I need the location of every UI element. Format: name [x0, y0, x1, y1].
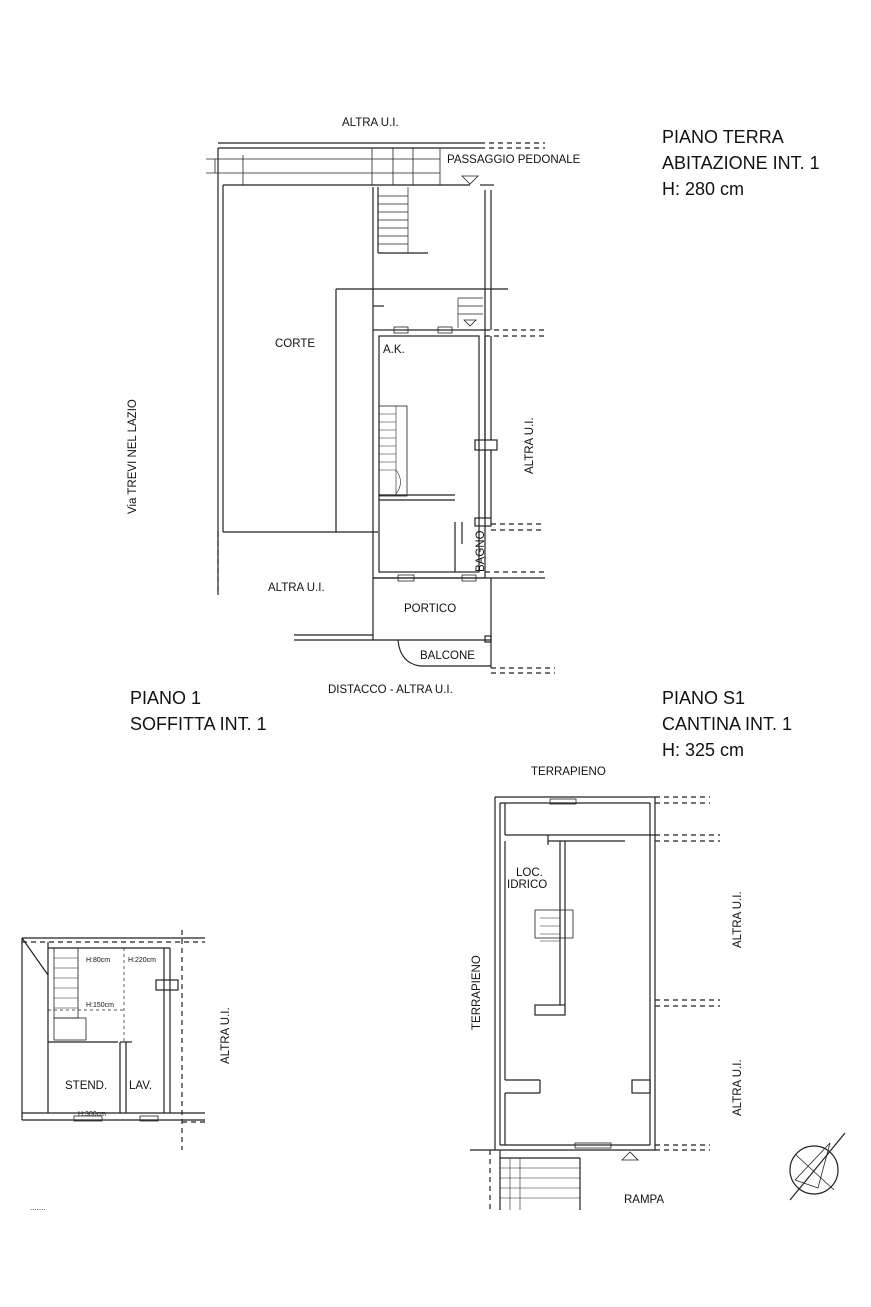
basement-east-label-1: ALTRA U.I.: [732, 891, 744, 948]
ak-label: A.K.: [383, 344, 405, 356]
ground-southwest-label: ALTRA U.I.: [268, 582, 325, 594]
porch-label: PORTICO: [404, 603, 457, 615]
basement-plan: [470, 797, 720, 1210]
street-label: Via TREVI NEL LAZIO: [127, 399, 139, 514]
ramp-label: RAMPA: [624, 1194, 665, 1206]
first-floor-plan: [22, 930, 205, 1150]
first-east-label: ALTRA U.I.: [220, 1007, 232, 1064]
ground-floor-title-line1: PIANO TERRA: [662, 127, 784, 147]
basement-height: H: 325 cm: [662, 740, 745, 760]
basement-west-label: TERRAPIENO: [471, 955, 483, 1030]
lav-label: LAV.: [129, 1080, 153, 1092]
cut-text: .......: [30, 1203, 46, 1212]
water-room-label-2: IDRICO: [507, 879, 548, 891]
height-150-label: H:150cm: [86, 1002, 115, 1009]
basement-title-line1: PIANO S1: [662, 688, 746, 708]
bath-label: BAGNO: [475, 530, 487, 572]
passage-label: PASSAGGIO PEDONALE: [447, 154, 581, 166]
ground-floor-height: H: 280 cm: [662, 179, 745, 199]
height-300-label: H:300cm: [78, 1111, 107, 1118]
north-arrow-icon: [790, 1133, 845, 1200]
distance-label: DISTACCO - ALTRA U.I.: [328, 684, 453, 696]
first-floor-title-line1: PIANO 1: [130, 688, 202, 708]
basement-east-label-2: ALTRA U.I.: [732, 1059, 744, 1116]
basement-title-line2: CANTINA INT. 1: [662, 714, 793, 734]
courtyard-label: CORTE: [275, 338, 316, 350]
ground-floor-plan: [206, 143, 555, 673]
water-room-label-1: LOC.: [516, 867, 543, 879]
balcony-label: BALCONE: [420, 650, 475, 662]
ground-east-label: ALTRA U.I.: [524, 417, 536, 474]
first-floor-title-line2: SOFFITTA INT. 1: [130, 714, 267, 734]
height-80-label: H:80cm: [86, 957, 111, 964]
ground-north-label: ALTRA U.I.: [342, 117, 399, 129]
ground-floor-title-line2: ABITAZIONE INT. 1: [662, 153, 820, 173]
height-220-label: H:220cm: [128, 957, 157, 964]
basement-north-label: TERRAPIENO: [531, 766, 606, 778]
stend-label: STEND.: [65, 1080, 108, 1092]
